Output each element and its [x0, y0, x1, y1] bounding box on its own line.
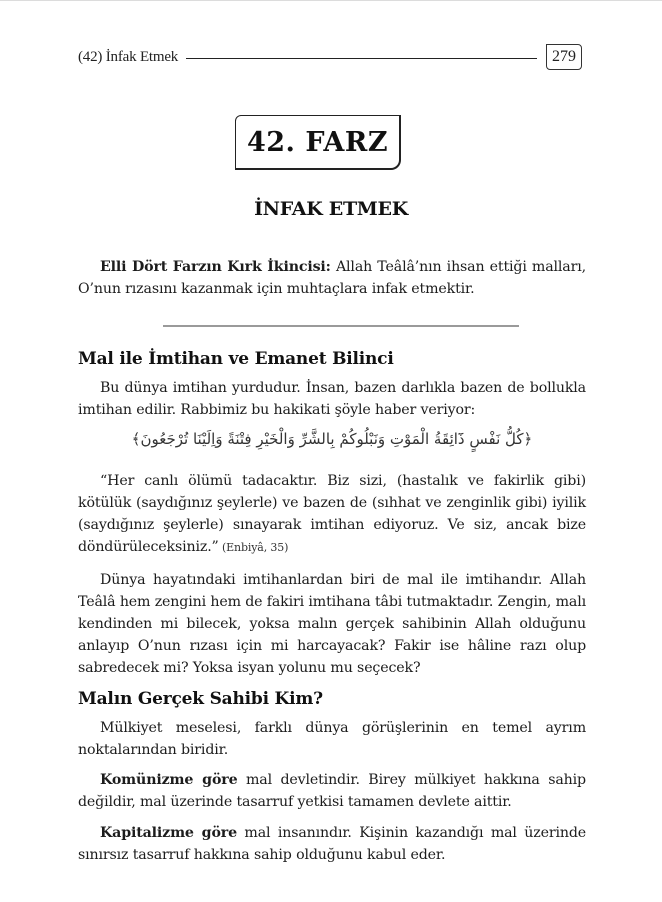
page-number: 279 [546, 44, 582, 70]
quran-verse-arabic: ﴿كُلُّ نَفْسٍ ذَٓائِقَةُ الْمَوْتِ وَنَبْلُوكُمْ بِالشَّرِّ وَالْخَيْرِ فِتْنَةً وَاِلَيْنَا تُرْجَعُونَ﴾ [131, 430, 533, 448]
body-paragraph: Bu dünya imtihan yurdudur. İnsan, bazen darlıkla bazen de bollukla imtihan edilir. Rabbimiz bu hakikati şöyle haber veriyor: [78, 380, 586, 418]
definition-text: Allah Teâlâ’nın ihsan ettiği malları, O’nun rızasını kazanmak için muhtaçlara infak etmektir. [78, 259, 586, 297]
chapter-label-box [235, 115, 401, 170]
header-rule [186, 58, 537, 59]
body-paragraph: Dünya hayatındaki imtihanlardan biri de mal ile imtihandır. Allah Teâlâ hem zengini hem de fakiri imtihana tâbi tutmaktadır. Zengin, malı kendinden mi bilecek, yoksa malın gerçek sahibinin Allah olduğunu anlayıp O’nun rızası için mi harcayacak? Fakir ise hâline razı olup sabredecek mi? Yoksa isyan yolunu mu seçecek? [78, 572, 586, 676]
top-edge-rule [0, 0, 662, 1]
running-header [78, 44, 582, 70]
chapter-label: 42. FARZ [246, 126, 389, 158]
view-lead: Kapitalizme göre [100, 825, 237, 841]
definition-paragraph [78, 256, 586, 300]
chapter-title: İNFAK ETMEK [254, 198, 408, 220]
view-text: mal devletindir. Birey mülkiyet hakkına sahip değildir, mal üzerinde tasarruf yetkisi tamamen devlete aittir. [78, 772, 586, 810]
body-paragraph: Mülkiyet meselesi, farklı dünya görüşlerinin en temel ayrım noktalarından biridir. [78, 720, 586, 758]
section-heading: Malın Gerçek Sahibi Kim? [78, 689, 323, 709]
view-lead: Komünizme göre [100, 772, 238, 788]
section-divider [163, 325, 519, 327]
verse-citation: (Enbiyâ, 35) [218, 541, 289, 554]
definition-lead: Elli Dört Farzın Kırk İkincisi: [100, 259, 331, 275]
view-paragraph-capitalism [78, 822, 586, 866]
running-title: (42) İnfak Etmek [78, 48, 179, 65]
view-text: mal insanındır. Kişinin kazandığı mal üzerinde sınırsız tasarruf hakkına sahip olduğunu kabul eder. [78, 825, 586, 863]
verse-translation-paragraph [78, 470, 586, 559]
verse-translation: “Her canlı ölümü tadacaktır. Biz sizi, (hastalık ve fakirlik gibi) kötülük (saydığınız şeylerle) ve bazen de (sıhhat ve zenginlik gibi) iyilik (saydığınız şeylerle) sınayarak imtihan ediyoruz. Ve siz, ancak bize döndürüleceksiniz.” [78, 473, 586, 555]
section-heading: Mal ile İmtihan ve Emanet Bilinci [78, 349, 394, 369]
view-paragraph-communism [78, 769, 586, 813]
